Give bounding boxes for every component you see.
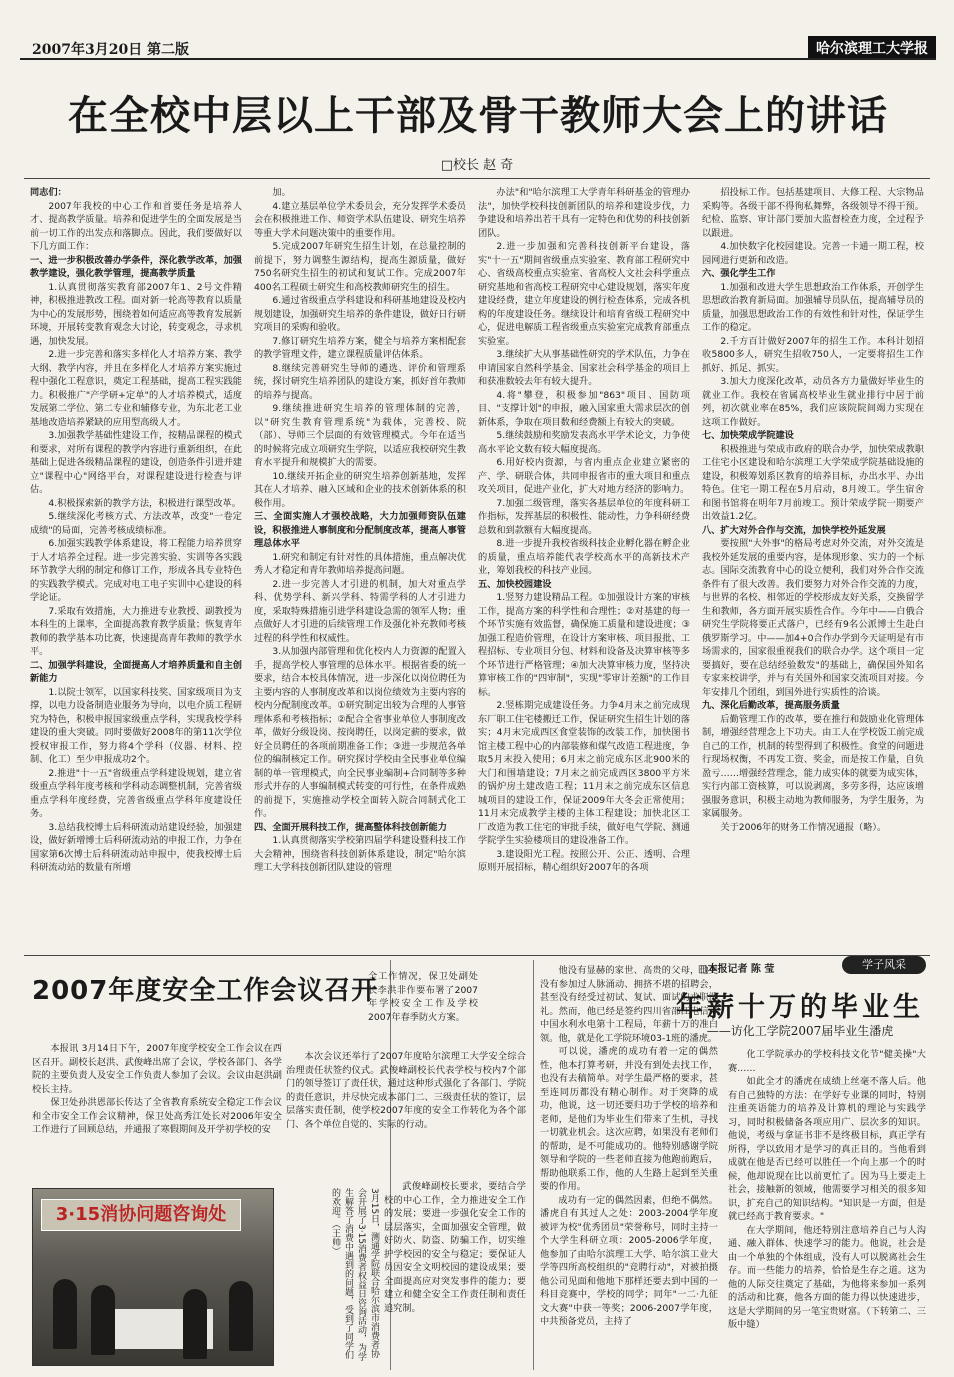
paragraph: 九、深化后勤改革，提高服务质量 — [702, 700, 840, 711]
masthead — [20, 36, 936, 60]
paragraph: 9.继续推进研究生培养的管理体制的完善，以"研究生教育管理系统"为载体，完善校、院（部）、导师三个层面的有效管理模式。今年在适当的时候将完成立项研究生学院，以适应我校研究生教育水平提升和规模扩大的需要。 — [254, 403, 466, 468]
paragraph: 1.竖努力建设精品工程。①加强设计方案的审核工作，提高方案的科学性和合理性；②对基建的每一个环节实施有效监督，确保施工质量和建设进度；③加强工程造价管理，在设计方案审核、项目报批、工程招标、专业项目分包、材料和设备及决算审核等多个环节进行严格管理；④加大决算审核力度，坚持决算审核工作的"四审制"，实现"零审计差额"的工作目标。 — [478, 592, 690, 698]
article3-column-1 — [540, 964, 718, 1366]
paragraph: 八、扩大对外合作与交流，加快学校外延发展 — [702, 524, 886, 536]
photo-person — [53, 1279, 77, 1349]
news-photo — [32, 1188, 274, 1366]
paragraph: 四、全面开展科技工作，提高整体科技创新能力 — [254, 821, 447, 833]
paragraph: 6.加强实践教学体系建设，将工程能力培养贯穿于人才培养全过程。进一步完善实验、实训等各实践环节教学大纲的制定和修订工作，形成各具专业特色的实践教学模式。完成对电工电子实训中心建设的科学论证。 — [30, 538, 242, 603]
article2-left-text — [32, 1042, 282, 1180]
paragraph: 6.用好校内资源，与省内重点企业建立紧密的产、学、研联合体，共同申报省市的重大项目和重点攻关项目，促进产业化，扩大对地方经济的影响力。 — [478, 457, 690, 495]
paragraph: 七、加快荣成学院建设 — [702, 430, 794, 441]
paragraph: 2.进一步加强和完善科技创新平台建设，落实"十一五"期间省级重点实验室、教育部工程研究中心、省级高校重点实验室、省高校人文社会科学重点研究基地和省高校工程研究中心建设规划，落实年度建设经费，建立年度建设的例行检查体系，完成各机构的年度建设任务。继续设计和培育省级工程研究中心，促进电解质工程省级重点实验室完成教育部重点实验室。 — [478, 241, 690, 347]
paragraph: 7.采取有效措施，大力推进专业教授、副教授为本科生的上课率，全面提高教育教学质量；恢复青年教师的教学基本功比赛，快速提高青年教师的教学水平。 — [30, 605, 242, 657]
paragraph: 要按照"大外事"的格局考虑对外交流，对外交流是我校外延发展的重要内容，是体现形象、实力的一个标志。国际交流教育中心的设立便利，我们对外合作交流条件有了很大改善。我们要努力对外合作交流的力度，与世界的名校、相邻近的学校形成友好关系，交换留学生和教师，各方面开展实质性合作。今年中——白俄合研究生学院将要正式落户，已经有9名公派博士生赴白俄罗斯学习。中——加4+0合作办学到今天证明是有市场需求的，国家很重视我们的联合办学。这个项目一定要搞好，要在总结经验数发"的基础上，确保国外知名专家来校讲学，并与有关国外和国家交流项目对接。今年安排几个团组，到国外进行实质性的洽谈。 — [702, 538, 924, 698]
article1-column-2 — [254, 186, 466, 946]
paragraph: 2.进一步完善和落实多样化人才培养方案、教学大纲、教学内容，并且在多样化人才培养方案实施过程中强化工程意识，奠定工程基础，提高工程实践能力。积极推广"产学研+定单"的人才培养模式，适度发展第二学位、第二专业和辅修专业，为东北老工业基地改造培养紧缺的应用型高级人才。 — [30, 349, 242, 428]
article1-title: 在全校中层以上干部及骨干教师大会上的讲话 — [68, 92, 888, 139]
paragraph: 2.推进"十一五"省级重点学科建设规划，建立省级重点学科年度考核和学科动态调整机制，完善省级重点学科年度经费，完善省级重点学科年度建设任务。 — [30, 767, 242, 819]
paragraph: 化工学院承办的学校科技文化节"健美操"大赛…… — [728, 1049, 926, 1074]
paragraph: 一、进一步积极改善办学条件，深化教学改革，加强教学建设，强化教学管理，提高教学质量 — [30, 254, 242, 279]
photo-person — [229, 1281, 253, 1351]
paragraph: 7.修订研究生培养方案，健全与培养方案相配套的教学管理文件，建立课程质量评估体系。 — [254, 335, 466, 360]
paragraph: 在大学期间，他还特别注意培养自己与人沟通、融入群体、快速学习的能力。他说，社会是由一个单独的个体组成，没有人可以脱离社会生存。而一些能力的培养，恰恰是生存之道。这为他的人际交往奠定了基础，为他将来参加一系列的活动和比赛，他各方面的能力得以快速进步，这是大学期间的另一笔宝贵财富。（下转第二、三版中缝） — [728, 1224, 926, 1330]
paragraph: 积极推进与荣成市政府的联合办学，加快荣成教职工住宅小区建设和哈尔滨理工大学荣成学院基础设施的建设，积极筹划系区教育的培养目标，办出水平、办出特色。住宅一期工程在5月启动，8月竣工。学生宿舍和图书馆将在明年7月前竣工。预计荣成学院一期要产出效益1.2亿。 — [702, 443, 924, 522]
paragraph: 武俊峰副校长要求，要结合学校的中心工作，全力推进安全工作的发展；要进一步强化安全工作的层层落实，全面加强安全管理，做好防火、防盗、防骗工作，切实维护学校园的安全与稳定；要保证人员因安全文明校园的建设成果；要全面提高应对突发事件的能力；要建立和健全安全工作责任制和责任追究制。 — [384, 1181, 526, 1314]
newspaper-name: 哈尔滨理工大学报 — [808, 36, 936, 58]
photo-caption: 3月15日，测通学院联合哈尔滨市消费者协会开展了3·15消费者权益日咨询活动，为学生解答了消费中遇到的问题，受到了同学们的欢迎。（王帅） — [330, 1188, 379, 1362]
article1-column-3 — [478, 186, 690, 946]
paragraph: 4.将"攀登，积极参加"863"项目、国防项目、"支撑计划"的申报，融入国家重大需求层次的创新体系，争取在项目数和经费额上有较大的突破。 — [478, 389, 690, 428]
article3-title: 年薪十万的毕业生 — [676, 992, 924, 1023]
paragraph: 本次会议还举行了2007年度哈尔滨理工大学安全综合治理责任状签约仪式。武俊峰副校长代表学校与校内7个部门的领导签订了责任状，通过这种形式强化了各部门、学院的责任意识，并尽快完成本部门二、三级责任状的签订，层层落实责任制，使学校2007年度的安全工作转化为各个部门、各个单位自觉的、实际的行动。 — [286, 1051, 526, 1130]
photo-person — [91, 1285, 115, 1355]
paragraph: 4.积极探索新的教学方法，积极进行课型改革。 — [48, 497, 241, 509]
article3-reporter: □本报记者 陈 莹 — [698, 964, 775, 975]
divider — [533, 960, 534, 1370]
paragraph: 三、全面实施人才强校战略，大力加强师资队伍建设，积极推进人事制度和分配制度改革，提高人事管理总体水平 — [254, 511, 466, 549]
issue-date: 2007年3月20日 第二版 — [32, 42, 190, 58]
paragraph: 1.以院士领军，以国家科技奖、国家级项目为支撑，以电力设备制造业服务为导向，以电介质工程研究为特色，积极申报国家级重点学科，实现我校学科建设的重大突破。同时要做好2008年的第11次学位授权审报工作，努力将4个学科（仪器、材料、控制、化工）至少申报成功2个。 — [30, 686, 242, 765]
photo-person — [183, 1289, 207, 1359]
paragraph: 成功有一定的偶然因素，但绝不偶然。潘虎自有其过人之处：2003-2004学年度被评为校"优秀团员"荣誉称号，同时主持一个大学生科研立项：2005-2006学年度，他参加了由哈尔滨理工大学、哈尔滨工业大学等四所高校组织的"竞聘行动"，对被拍摄他公司见面和他地下那样还要去到中国的一科目竞赛中，学校的同学；同年"一二·九征文大赛"中获一等奖；2006-2007学年度，中共预备党员，主持了 — [540, 1194, 718, 1327]
paragraph: 4.加快数字化校园建设。完善一卡通一期工程，校园网进行更新和改造。 — [702, 241, 924, 266]
paragraph: 可以说，潘虎的成功有着一定的偶然性，他本打算考研，并没有到处去找工作，也没有去稿简单。对学生最严格的要求，甚至连同历都没有精心制作。对于突降的成功，他说，这一切还要归功于学校的培养和老师，是他们为毕业生们带来了生机，寻找一切就业机会。这次应聘，如果没有老师们的帮助，是不可能成功的。他特别感谢学院领导和学院的一些老师直接为他跑前跑后，帮助他联系工作，他的人生路上起到至关重要的作用。 — [540, 1046, 718, 1192]
divider — [24, 955, 930, 956]
article3-column-2 — [728, 1048, 926, 1366]
paragraph: 8.进一步提升我校省级科技企业孵化器在孵企业的质量，重点培养能代表学校高水平的高新技术产业，筹划我校的科技产业园。 — [478, 538, 690, 576]
article1-column-4 — [702, 186, 924, 946]
paragraph: 3.加强教学基础性建设工作，按精品课程的模式和要求，对所有课程的教学内容进行重新组织，在此基础上促进各级精品课程的建设，创造条件引进并建立"课程中心"网络平台，对课程建设进行检查与评估。 — [30, 430, 242, 495]
paragraph: 5.继续鼓励和奖励发表高水平学术论文，力争使高水平论文数有较大幅度提高。 — [478, 430, 690, 455]
paragraph: 二、加强学科建设，全面提高人才培养质量和自主创新能力 — [30, 659, 242, 684]
article1-byline: □校长 赵 奇 — [440, 158, 514, 173]
column-tag: 学子风采 — [842, 956, 926, 974]
paragraph: 六、强化学生工作 — [702, 268, 776, 279]
paragraph: 关于2006年的财务工作情况通报（略）。 — [720, 821, 887, 833]
paragraph: 3.加大力度深化改革，动员各方力量做好毕业生的就业工作。我校在省属高校毕业生就业排行中居于前列，初次就业率在85%，我们应该院院间竭力实现在这项工作做好。 — [702, 376, 924, 428]
paragraph: 5.完成2007年研究生招生计划，在总量控制的前提下，努力调整生源结构，提高生源质量，做好750名研究生招生的初试和复试工作。完成2007年400名工程硕士研究生和高校教师研究生的招生。 — [254, 241, 466, 293]
article3-subtitle: ——访化工学院2007届毕业生潘虎 — [706, 1024, 894, 1038]
paragraph: 招投标工作。包括基建项目、大修工程、大宗物品采购等。各级干部不得徇私舞弊，各级领导不得干预。纪检、监察、审计部门要加大监督检查力度，全过程予以跟进。 — [702, 187, 924, 239]
paragraph: 本报讯 3月14日下午，2007年度学校安全工作会议在西区召开。副校长赵洪、武俊峰出席了会议，学校各部门、各学院的主要负责人及安全工作负责人参加了会议。会议由赵洪副校长主持。 — [32, 1043, 282, 1095]
paragraph: 加。 — [272, 187, 291, 198]
paragraph: 3.建设阳光工程。按照公开、公正、透明、合理原则开展招标，精心组织好2007年的各项 — [478, 848, 690, 873]
paragraph: 他没有显赫的家世、高贵的父母，他更没有参加过人脉涌动、拥挤不堪的招聘会，甚至没有经受过初试、复试、面试的求职洗礼。然而，他已经是签约四川省邵江电信市中国水利水电第十工程局，年薪十万的准白领。他，就是化工学院环境03-1班的潘虎。 — [540, 965, 718, 1044]
paragraph: 1.研究和制定有针对性的具体措施，重点解决优秀人才稳定和青年教师培养提高问题。 — [254, 551, 466, 576]
article2-top-right: 全工作情况，保卫处副处长李洪非作要布署了2007年学校安全工作及学校2007年春季防火方案。 — [368, 971, 478, 1023]
paragraph: 2.竖栋期完成建设任务。力争4月末之前完成现东厂职工住宅楼搬迁工作，保证研究生招生计划的落实；4月末完成西区食堂装饰的改装工作，加快图书馆主楼工程中心的内部装修和煤气改造工程进度，争取5月末投入使用；6月末之前完成东区北900米的大门和围墙建设；7月末之前完成西区3800平方米的锅炉房土建改造工程；11月末之前完成东区信息城项目的建设工作，保证2009年大冬会正常使用；11月末完成教学主楼的主体工程建设；加快北区工厂改造为教工住宅的审批手续，做好电气学院、测通学院学生实验楼项目的建设准备工作。 — [478, 700, 690, 846]
paragraph: 10.继续开拓企业的研究生培养创新基地，发挥其在人才培养、融入区域和企业的技术创新体系的积极作用。 — [254, 470, 466, 509]
paragraph: 2.千方百计做好2007年的招生工作。本科计划招收5800多人，研究生招收750人，一定要将招生工作抓好、抓足、抓实。 — [702, 335, 924, 374]
paragraph: 后勤管理工作的改革，要在推行和鼓励业化管理体制，增强经营理念上下功夫。由工人在学校饭工前完成自己的工作，机制的转型得到了积极性。食堂的问题进行现场权衡，不再发工资、奖金，而是按工作量，自负盈亏……增强经营理念，能力成实体的就要为成实体，实行内部工资核算，可以说剥离，多劳多得，达应该增强服务意识，积极主动地为教师服务，为学生服务，为家属服务。 — [702, 713, 924, 819]
paragraph: 3.从加强内部管理和优化校内人力资源的配置入手，提高学校人事管理的总体水平。根据省委的统一要求，结合本校具体情况，进一步深化以岗位聘任为主要内容的人事制度改革和以岗位绩效为主要内容的校内分配制度改革。①研究制定出较为合理的人事管理体系和考核指标；②配合全省事业单位人事制度改革，做好分级设岗、按岗聘任，以岗定薪的要求，做好全员聘任的各项前期准备工作；③进一步规范各单位的编制核定工作。研究探讨学校由全民事业单位编制的单一管理模式，向全民事业编制+合同制等多种形式并存的人事编制模式转变的可行性，在条件成熟的前提下，实施推动学校全面转入院合同制式化工作。 — [254, 646, 466, 819]
paragraph: 8.继续完善研究生导师的遴选、评价和管理系统，探讨研究生培养团队的建设方案，抓好首年教师的培养与提高。 — [254, 362, 466, 401]
article2-title: 2007年度安全工作会议召开 — [32, 976, 379, 1006]
article2-right-text — [286, 1050, 526, 1176]
paragraph: 如此全才的潘虎在成绩上丝毫不落人后。他有自己独特的方法：在学好专业课的同时，特别注重英语能力的培养及计算机的理论与实践学习，同时积极储备各项应用广、层次多的知识。他说，考级与拿证书非不是终极目标，真正学有所得，学以致用才是学习的真正目的。当他看到成就在他是否已经可以胜任一个向上那一个的时候，他却说现在比以前更忙了。因为马上要走上社会，接触新的领域，他需要学习相关的很多知识，扩充自己的知识结构。"知识是一方面，但是就已经高于教育要求。" — [728, 1076, 926, 1222]
paragraph: 3.继续扩大从事基础性研究的学术队伍，力争在申请国家自然科学基金、国家社会科学基金的项目上和获准数较去年有较大提升。 — [478, 349, 690, 387]
divider — [24, 178, 930, 179]
paragraph: 3.总结我校博士后科研流动站建设经验，加强建设，做好新增博士后科研流动站的申报工作，力争在国家第6次博士后科研流动站申报中，使我校博士后科研流动站的数量有所增 — [30, 821, 242, 873]
paragraph: 6.通过省级重点学科建设和科研基地建设及校内规划建设，加强研究生培养的条件建设，做好日行研究项目的采购和验收。 — [254, 295, 466, 333]
article2-bottom-text — [384, 1180, 526, 1368]
paragraph: 4.建立基层单位学术委员会，充分发挥学术委员会在积极推进工作、师资学术队伍建设、研究生培养等重大学术问题决策中的重要作用。 — [254, 200, 466, 239]
article1-column-1 — [30, 186, 242, 946]
paragraph: 1.认真贯彻落实教育部2007年1、2号文件精神，积极推进教改工程。面对新一轮高等教育以质量为中心的发展形势，围绕着如何适应高等教育发展新环境，开展转变教育观念大讨论，转变观念，寻求机遇，加快发展。 — [30, 281, 242, 347]
paragraph: 7.加强二级管理，落实各基层单位的年度科研工作指标，发挥基层的积极性、能动性，力争科研经费总数和到款额有大幅度提高。 — [478, 497, 690, 536]
paragraph: 1.认真贯彻落实学校第四届学科建设暨科技工作大会精神，围绕省科技创新体系建设，制定"哈尔滨理工大学科技创新团队建设的管理 — [254, 835, 466, 873]
paragraph: 2.进一步完善人才引进的机制，加大对重点学科、优势学科、新兴学科、特需学科的人才引进力度，采取特殊措施引进学科建设急需的领军人物；重点做好人才引进的后续管理工作及强化补充教师考核过程的科学性和权威性。 — [254, 578, 466, 644]
paragraph: 同志们： — [30, 187, 67, 198]
paragraph: 保卫处孙洪恩部长传达了全省教育系统安全稳定工作会议和全市安全工作会议精神，保卫处高秀江处长对2006年安全工作进行了回顾总结，并通报了寒假期间及开学初学校的安 — [32, 1097, 282, 1135]
paragraph: 办法"和"哈尔滨理工大学青年科研基金的管理办法"，加快学校科技创新团队的培养和建设步伐，力争建设和培养出若干具有一定特色和优势的科技创新团队。 — [478, 187, 690, 239]
paragraph: 1.加强和改进大学生思想政治工作体系，开创学生思想政治教育新局面。加强辅导员队伍，提高辅导员的质量，加强思想政治工作的有效性和针对性，保证学生工作的稳定。 — [702, 281, 924, 333]
photo-banner: 3·15消协问题咨询处 — [41, 1199, 241, 1231]
paragraph: 5.继续深化考核方式、方法改革，改变"一卷定成绩"的局面，完善考核成绩标准。 — [30, 511, 242, 536]
paragraph: 2007年我校的中心工作和首要任务是培养人才、提高教学质量。培养和促进学生的全面发展是当前一切工作的出发点和落脚点。因此，我们要做好以下几方面工作： — [30, 200, 242, 252]
paragraph: 五、加快校园建设 — [478, 578, 552, 590]
